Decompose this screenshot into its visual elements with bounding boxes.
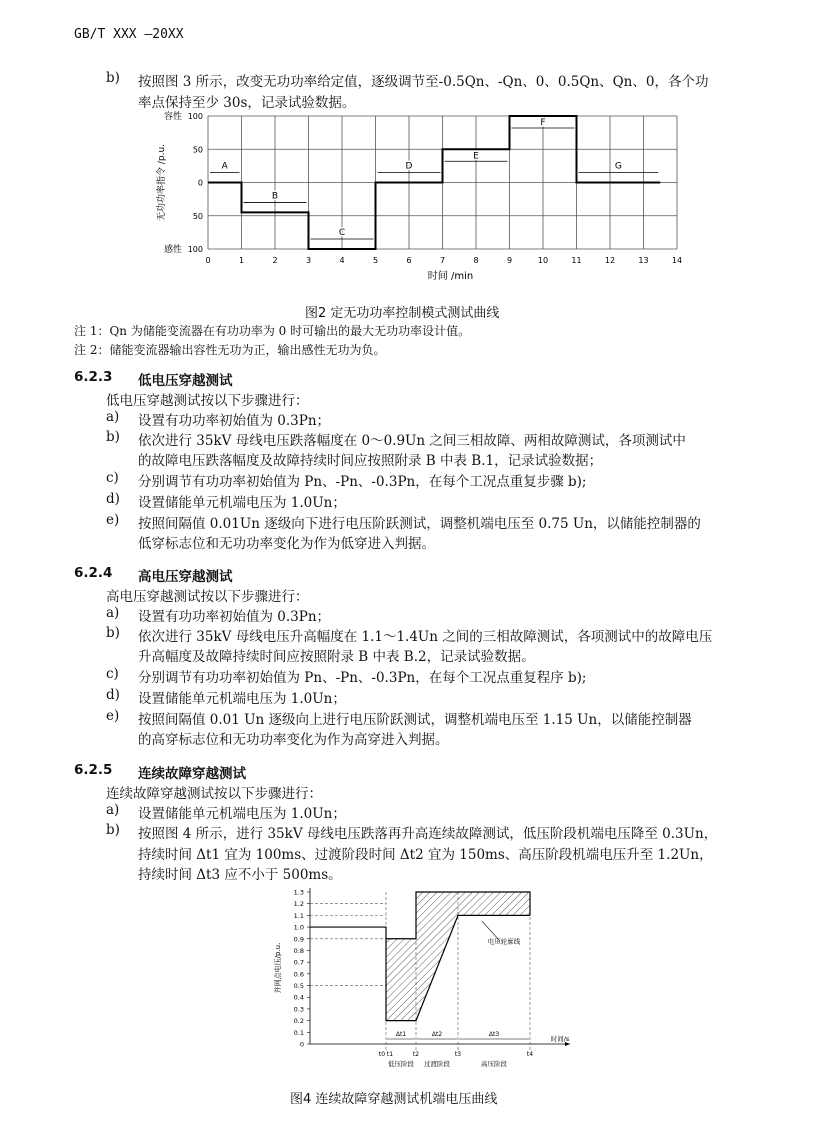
y-tick-label: 50 (192, 211, 203, 221)
segment-label: F (540, 118, 546, 128)
high-voltage-hatch (416, 892, 530, 1021)
segment-label: A (221, 161, 228, 172)
list-item-line: 设置有功功率初始值为 0.3Pn； (138, 413, 331, 429)
y-tick-label: 100 (187, 245, 203, 254)
phase-label: 低压阶段 (388, 1060, 414, 1068)
list-marker: b) (106, 625, 120, 641)
x-tick-label: 2 (272, 256, 278, 265)
paragraph-line: 率点保持至少 30s，记录试验数据。 (138, 95, 356, 111)
section-intro: 高电压穿越测试按以下步骤进行： (106, 589, 309, 605)
x-tick-label: 3 (305, 256, 312, 265)
list-marker: e) (106, 708, 120, 724)
paragraph-line: 按照图 3 所示，改变无功功率给定值，逐级调节至-0.5Qn、-Qn、0、0.5Qn、Qn、0，各个功 (138, 74, 709, 90)
section-title: 低电压穿越测试 (138, 373, 233, 389)
list-marker: c) (106, 666, 119, 682)
t-label: t1 (386, 1051, 394, 1058)
x-tick-label: 7 (439, 256, 446, 265)
y-tick-label: 1.2 (293, 900, 304, 909)
segment-label: E (473, 151, 479, 162)
section-title: 连续故障穿越测试 (138, 766, 246, 782)
x-tick-label: 6 (406, 256, 412, 265)
list-item-line: 分别调节有功功率初始值为 Pn、-Pn、-0.3Pn，在每个工况点重复步骤 b); (138, 474, 587, 490)
doc-header: GB/T XXX —20XX (74, 27, 184, 42)
y-bottom-label: 感性 (163, 245, 182, 255)
list-item-line: 低穿标志位和无功功率变化为作为低穿进入判据。 (138, 536, 435, 552)
list-marker: b) (106, 822, 120, 838)
list-marker: a) (106, 802, 120, 818)
x-tick-label: 9 (506, 256, 513, 265)
y-top-label: 容性 (163, 112, 182, 122)
segment-label: G (614, 161, 622, 172)
y-tick-label: 50 (192, 145, 203, 155)
list-item-line: 设置储能单元机端电压为 1.0Un； (138, 691, 346, 707)
envelope-label: 电压轮廓线 (487, 937, 521, 946)
y-tick-label: 0.4 (293, 993, 304, 1002)
y-tick-label: 1.1 (293, 911, 304, 920)
x-tick-label: 8 (473, 256, 479, 265)
list-item-line: 分别调节有功功率初始值为 Pn、-Pn、-0.3Pn，在每个工况点重复程序 b); (138, 670, 587, 686)
section-number: 6.2.3 (74, 369, 113, 385)
y-tick-label: 0.6 (293, 970, 304, 979)
section-intro: 连续故障穿越测试按以下步骤进行： (106, 786, 322, 802)
x-tick-label: 13 (638, 256, 649, 265)
list-item-line: 依次进行 35kV 母线电压升高幅度在 1.1～1.4Un 之间的三相故障测试，各项测试中的故障电压 (138, 629, 713, 645)
x-tick-label: 14 (671, 256, 683, 265)
phase-label: 过渡阶段 (424, 1060, 450, 1068)
list-item-line: 按照间隔值 0.01 Un 逐级向上进行电压阶跃测试，调整机端电压至 1.15 Un，以储能控制器 (138, 712, 692, 728)
note-2: 注 2：储能变流器输出容性无功为正，输出感性无功为负。 (74, 343, 386, 357)
list-marker: e) (106, 512, 120, 528)
x-tick-label: 0 (205, 256, 211, 265)
list-item-line: 按照间隔值 0.01Un 逐级向下进行电压阶跃测试，调整机端电压至 0.75 Un，以储能控制器的 (138, 516, 701, 532)
list-item-line: 持续时间 Δt1 宜为 100ms、过渡阶段时间 Δt2 宜为 150ms、高压阶段机端电压升至 1.2Un， (138, 847, 713, 863)
phase-label: 高压阶段 (481, 1060, 507, 1068)
list-marker: b) (106, 429, 120, 445)
y-tick-label: 0.8 (293, 946, 304, 955)
t-label: t4 (526, 1051, 534, 1058)
x-tick-label: 12 (604, 256, 616, 265)
delta-t-label: Δt2 (431, 1031, 443, 1038)
y-axis-label: 无功功率指令 /p.u. (157, 143, 167, 222)
y-axis-label: 并网点电压/p.u. (274, 942, 282, 994)
section-number: 6.2.4 (74, 565, 113, 581)
list-item-line: 的故障电压跌落幅度及故障持续时间应按照附录 B 中表 B.1，记录试验数据； (138, 453, 603, 469)
list-marker: a) (106, 605, 120, 621)
y-tick-label: 100 (187, 112, 203, 121)
list-item-line: 升高幅度及故障持续时间应按照附录 B 中表 B.2，记录试验数据。 (138, 649, 535, 665)
y-tick-label: 0.7 (293, 958, 304, 967)
section-number: 6.2.5 (74, 762, 113, 778)
list-marker: a) (106, 409, 120, 425)
segment-label: C (338, 228, 346, 238)
delta-t-label: Δt3 (488, 1031, 500, 1038)
note-1: 注 1：Qn 为储能变流器在有功功率为 0 时可输出的最大无功功率设计值。 (74, 324, 471, 338)
figure2-chart (150, 108, 690, 290)
list-marker: d) (106, 687, 120, 703)
y-tick-label: 1.3 (293, 888, 304, 897)
y-tick-label: 0.2 (293, 1017, 304, 1026)
list-marker: c) (106, 470, 119, 486)
x-axis-label: 时间/s (550, 1035, 570, 1043)
figure2-caption: 图2 定无功功率控制模式测试曲线 (305, 306, 500, 321)
list-item-line: 持续时间 Δt3 应不小于 500ms。 (138, 867, 342, 883)
y-tick-label: 0.5 (293, 982, 304, 991)
list-item-line: 按照图 4 所示，进行 35kV 母线电压跌落再升高连续故障测试，低压阶段机端电压降至 0.3Un， (138, 826, 718, 842)
list-item-line: 依次进行 35kV 母线电压跌落幅度在 0～0.9Un 之间三相故障、两相故障测试，各项测试中 (138, 433, 686, 449)
x-tick-label: 1 (238, 256, 245, 265)
y-tick-label: 0.1 (293, 1028, 304, 1037)
x-tick-label: 10 (537, 256, 549, 265)
x-tick-label: 11 (571, 256, 582, 265)
list-item-line: 设置储能单元机端电压为 1.0Un； (138, 495, 346, 511)
y-tick-label: 0.9 (293, 935, 304, 944)
t-label: t0 (378, 1051, 386, 1058)
list-item-line: 设置有功功率初始值为 0.3Pn； (138, 609, 331, 625)
list-marker: b) (106, 70, 120, 86)
y-tick-label: 0 (197, 178, 203, 188)
x-tick-label: 4 (339, 256, 345, 265)
list-marker: d) (106, 491, 120, 507)
y-tick-label: 0 (299, 1040, 304, 1049)
low-voltage-hatch (386, 939, 416, 1021)
segment-label: B (271, 191, 279, 202)
y-tick-label: 1.0 (293, 923, 304, 932)
segment-label: D (405, 161, 413, 172)
figure4-chart (268, 884, 588, 1084)
section-intro: 低电压穿越测试按以下步骤进行： (106, 393, 309, 409)
list-item-line: 的高穿标志位和无功功率变化为作为高穿进入判据。 (138, 732, 449, 748)
t-label: t2 (412, 1051, 420, 1058)
list-item-line: 设置储能单元机端电压为 1.0Un； (138, 806, 346, 822)
figure4-caption: 图4 连续故障穿越测试机端电压曲线 (290, 1092, 498, 1107)
t-label: t3 (454, 1051, 462, 1058)
x-tick-label: 5 (372, 256, 379, 265)
y-tick-label: 0.3 (293, 1005, 304, 1014)
delta-t-label: Δt1 (395, 1031, 407, 1038)
x-axis-label: 时间 /min (427, 271, 474, 282)
section-title: 高电压穿越测试 (138, 569, 233, 585)
